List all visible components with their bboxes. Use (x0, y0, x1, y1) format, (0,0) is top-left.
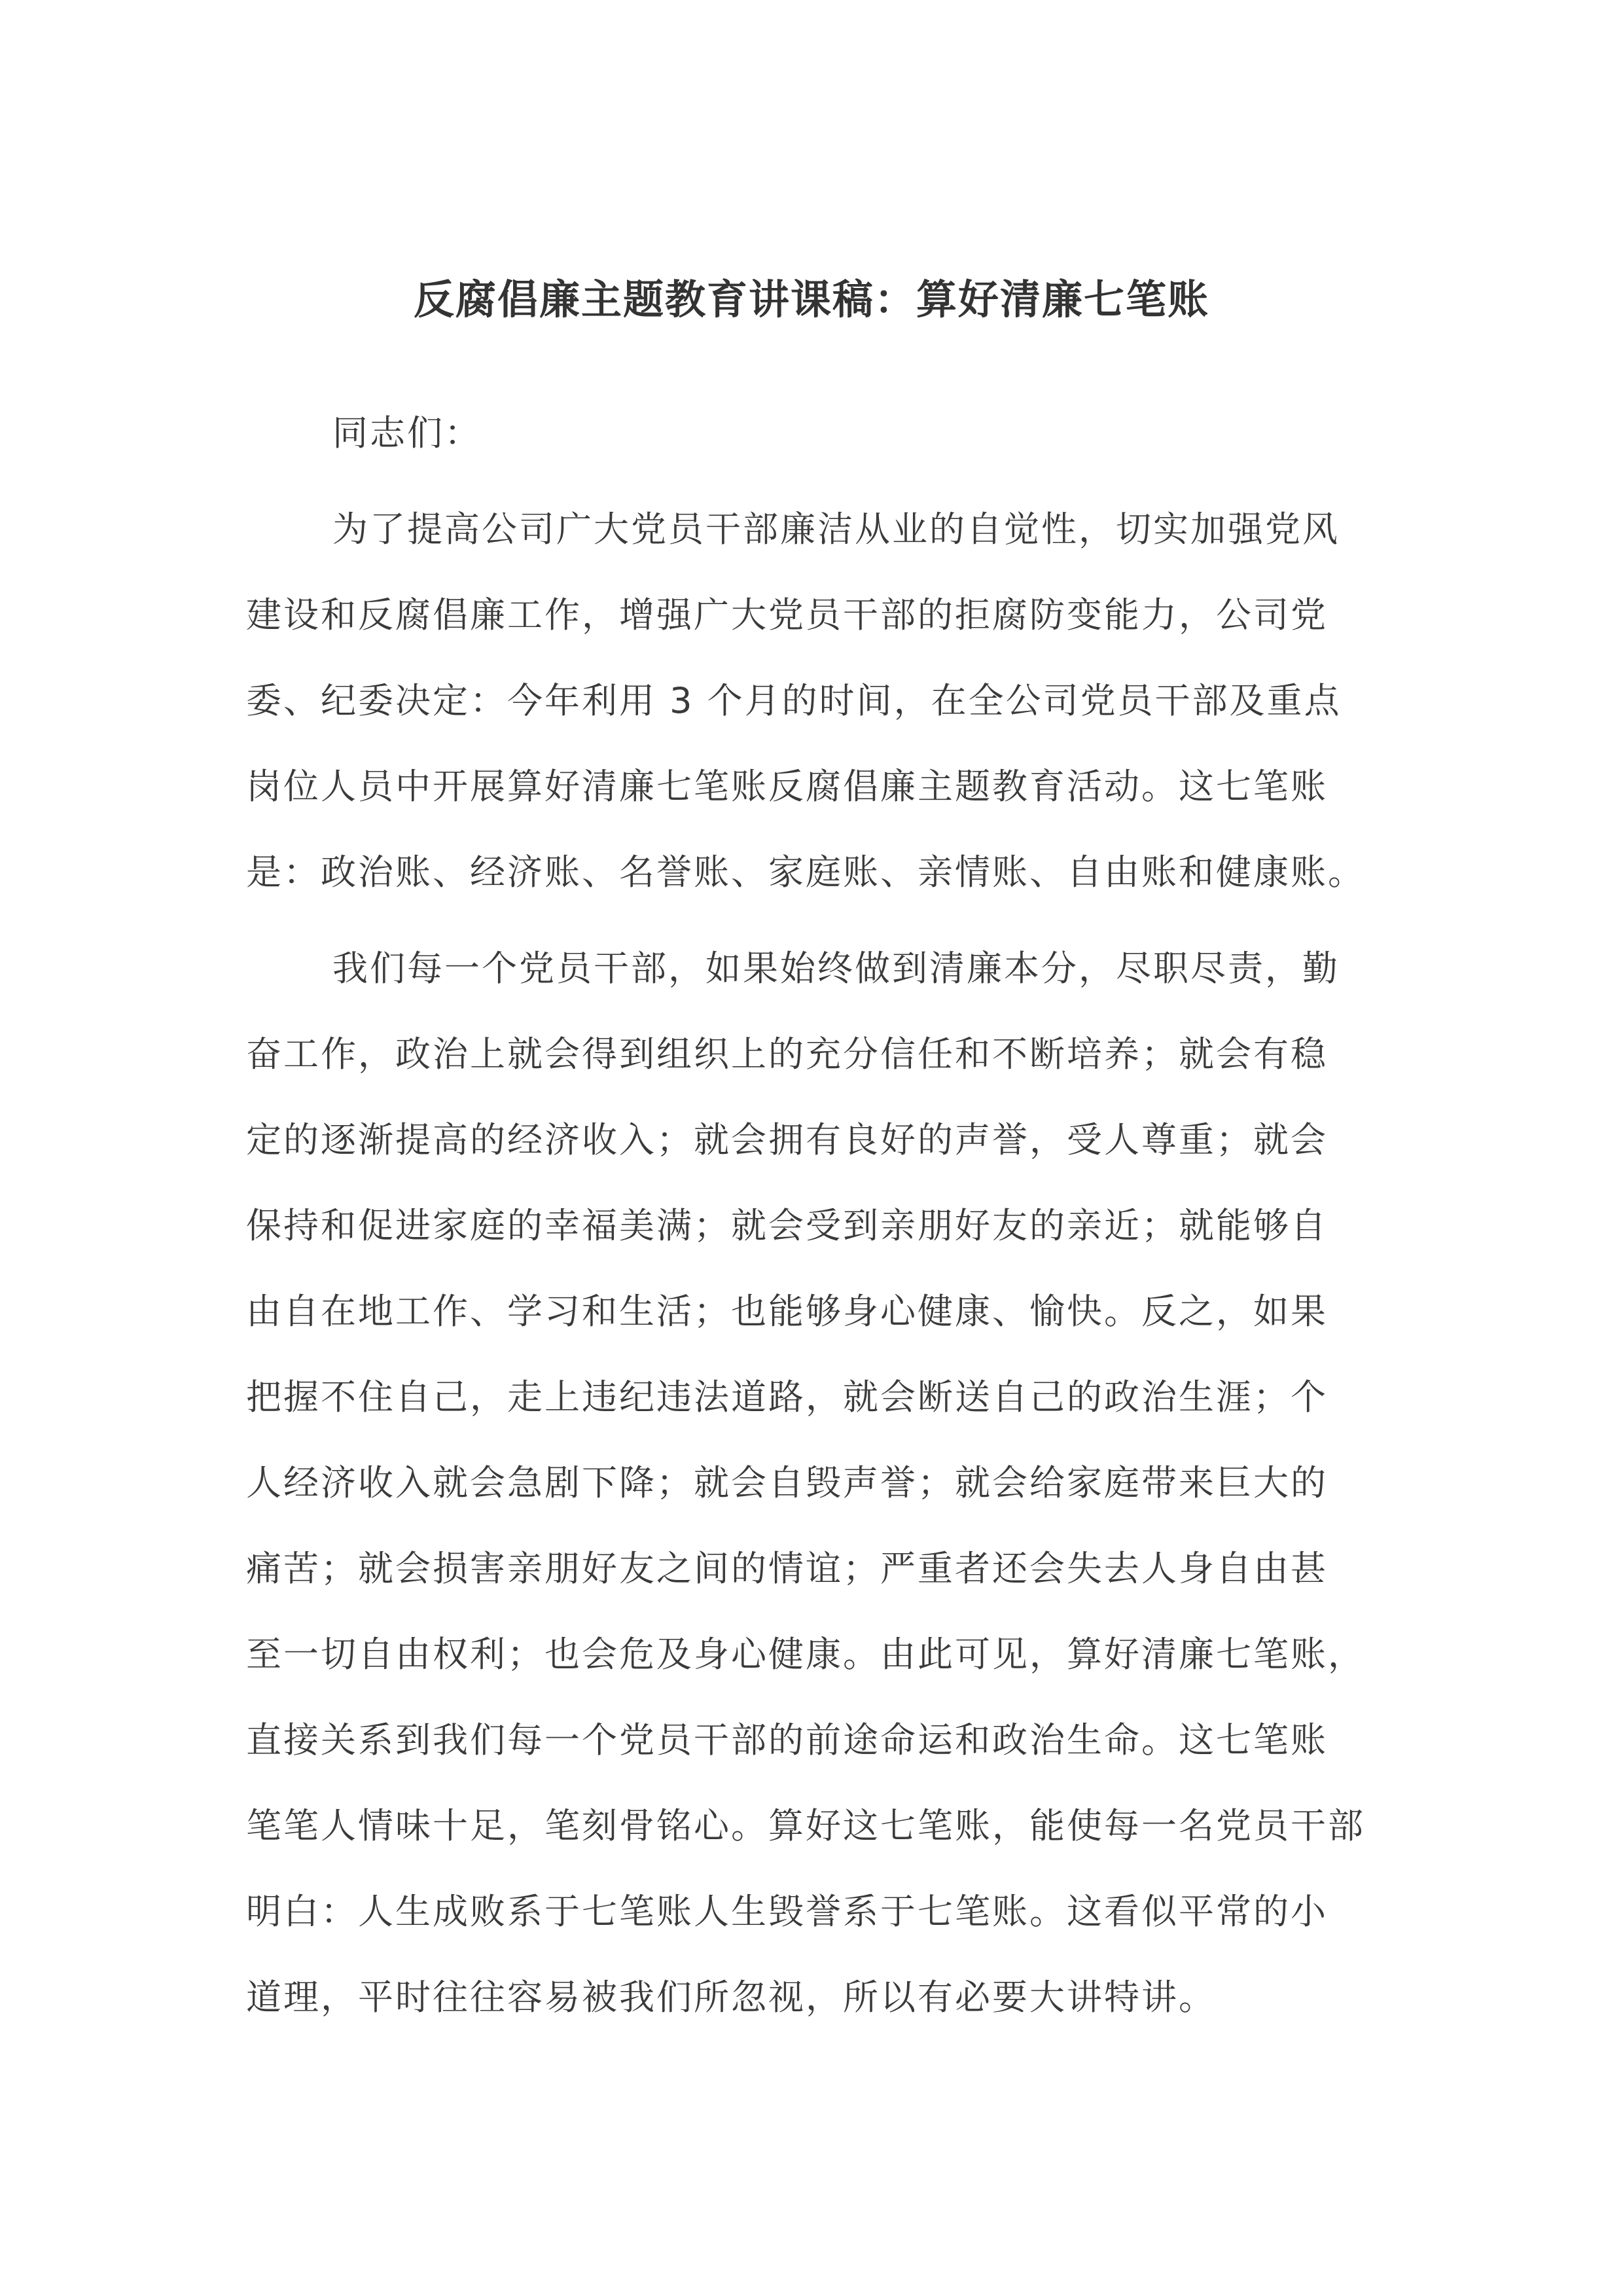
paragraph-1 (246, 486, 1398, 915)
paragraph-line: 人经济收入就会急剧下降；就会自毁声誉；就会给家庭带来巨大的 (246, 1462, 1328, 1503)
paragraph-line: 把握不住自己，走上违纪违法道路，就会断送自己的政治生涯；个 (246, 1376, 1328, 1418)
paragraph-line: 岗位人员中开展算好清廉七笔账反腐倡廉主题教育活动。这七笔账 (246, 766, 1328, 807)
paragraph-line: 明白：人生成败系于七笔账人生毁誉系于七笔账。这看似平常的小 (246, 1891, 1328, 1932)
document-body (246, 390, 1398, 2040)
salutation: 同志们： (332, 412, 482, 454)
paragraph-2 (246, 925, 1398, 2040)
paragraph-line: 为了提高公司广大党员干部廉洁从业的自觉性，切实加强党风 (332, 509, 1340, 550)
paragraph-line: 道理，平时往往容易被我们所忽视，所以有必要大讲特讲。 (246, 1977, 1216, 2018)
paragraph-line: 委、纪委决定：今年利用 3 个月的时间，在全公司党员干部及重点 (246, 680, 1342, 721)
paragraph-spacer (246, 915, 1398, 925)
paragraph-line: 痛苦；就会损害亲朋好友之间的情谊；严重者还会失去人身自由甚 (246, 1548, 1328, 1589)
paragraph-line: 建设和反腐倡廉工作，增强广大党员干部的拒腐防变能力，公司党 (246, 594, 1328, 636)
document-title: 反腐倡廉主题教育讲课稿：算好清廉七笔账 (413, 276, 1209, 323)
paragraph-line: 保持和促进家庭的幸福美满；就会受到亲朋好友的亲近；就能够自 (246, 1205, 1328, 1246)
paragraph-line: 定的逐渐提高的经济收入；就会拥有良好的声誉，受人尊重；就会 (246, 1119, 1328, 1160)
paragraph-line: 至一切自由权利；也会危及身心健康。由此可见，算好清廉七笔账， (246, 1634, 1365, 1675)
paragraph-line: 笔笔人情味十足，笔刻骨铭心。算好这七笔账，能使每一名党员干部 (246, 1805, 1365, 1846)
paragraph-line: 是：政治账、经济账、名誉账、家庭账、亲情账、自由账和健康账。 (246, 852, 1365, 893)
paragraph-line: 奋工作，政治上就会得到组织上的充分信任和不断培养；就会有稳 (246, 1033, 1328, 1075)
paragraph-line: 我们每一个党员干部，如果始终做到清廉本分，尽职尽责，勤 (332, 948, 1340, 989)
paragraph-line: 由自在地工作、学习和生活；也能够身心健康、愉快。反之，如果 (246, 1291, 1328, 1332)
paragraph-line: 直接关系到我们每一个党员干部的前途命运和政治生命。这七笔账 (246, 1719, 1328, 1761)
paragraph-spacer (246, 476, 1398, 486)
